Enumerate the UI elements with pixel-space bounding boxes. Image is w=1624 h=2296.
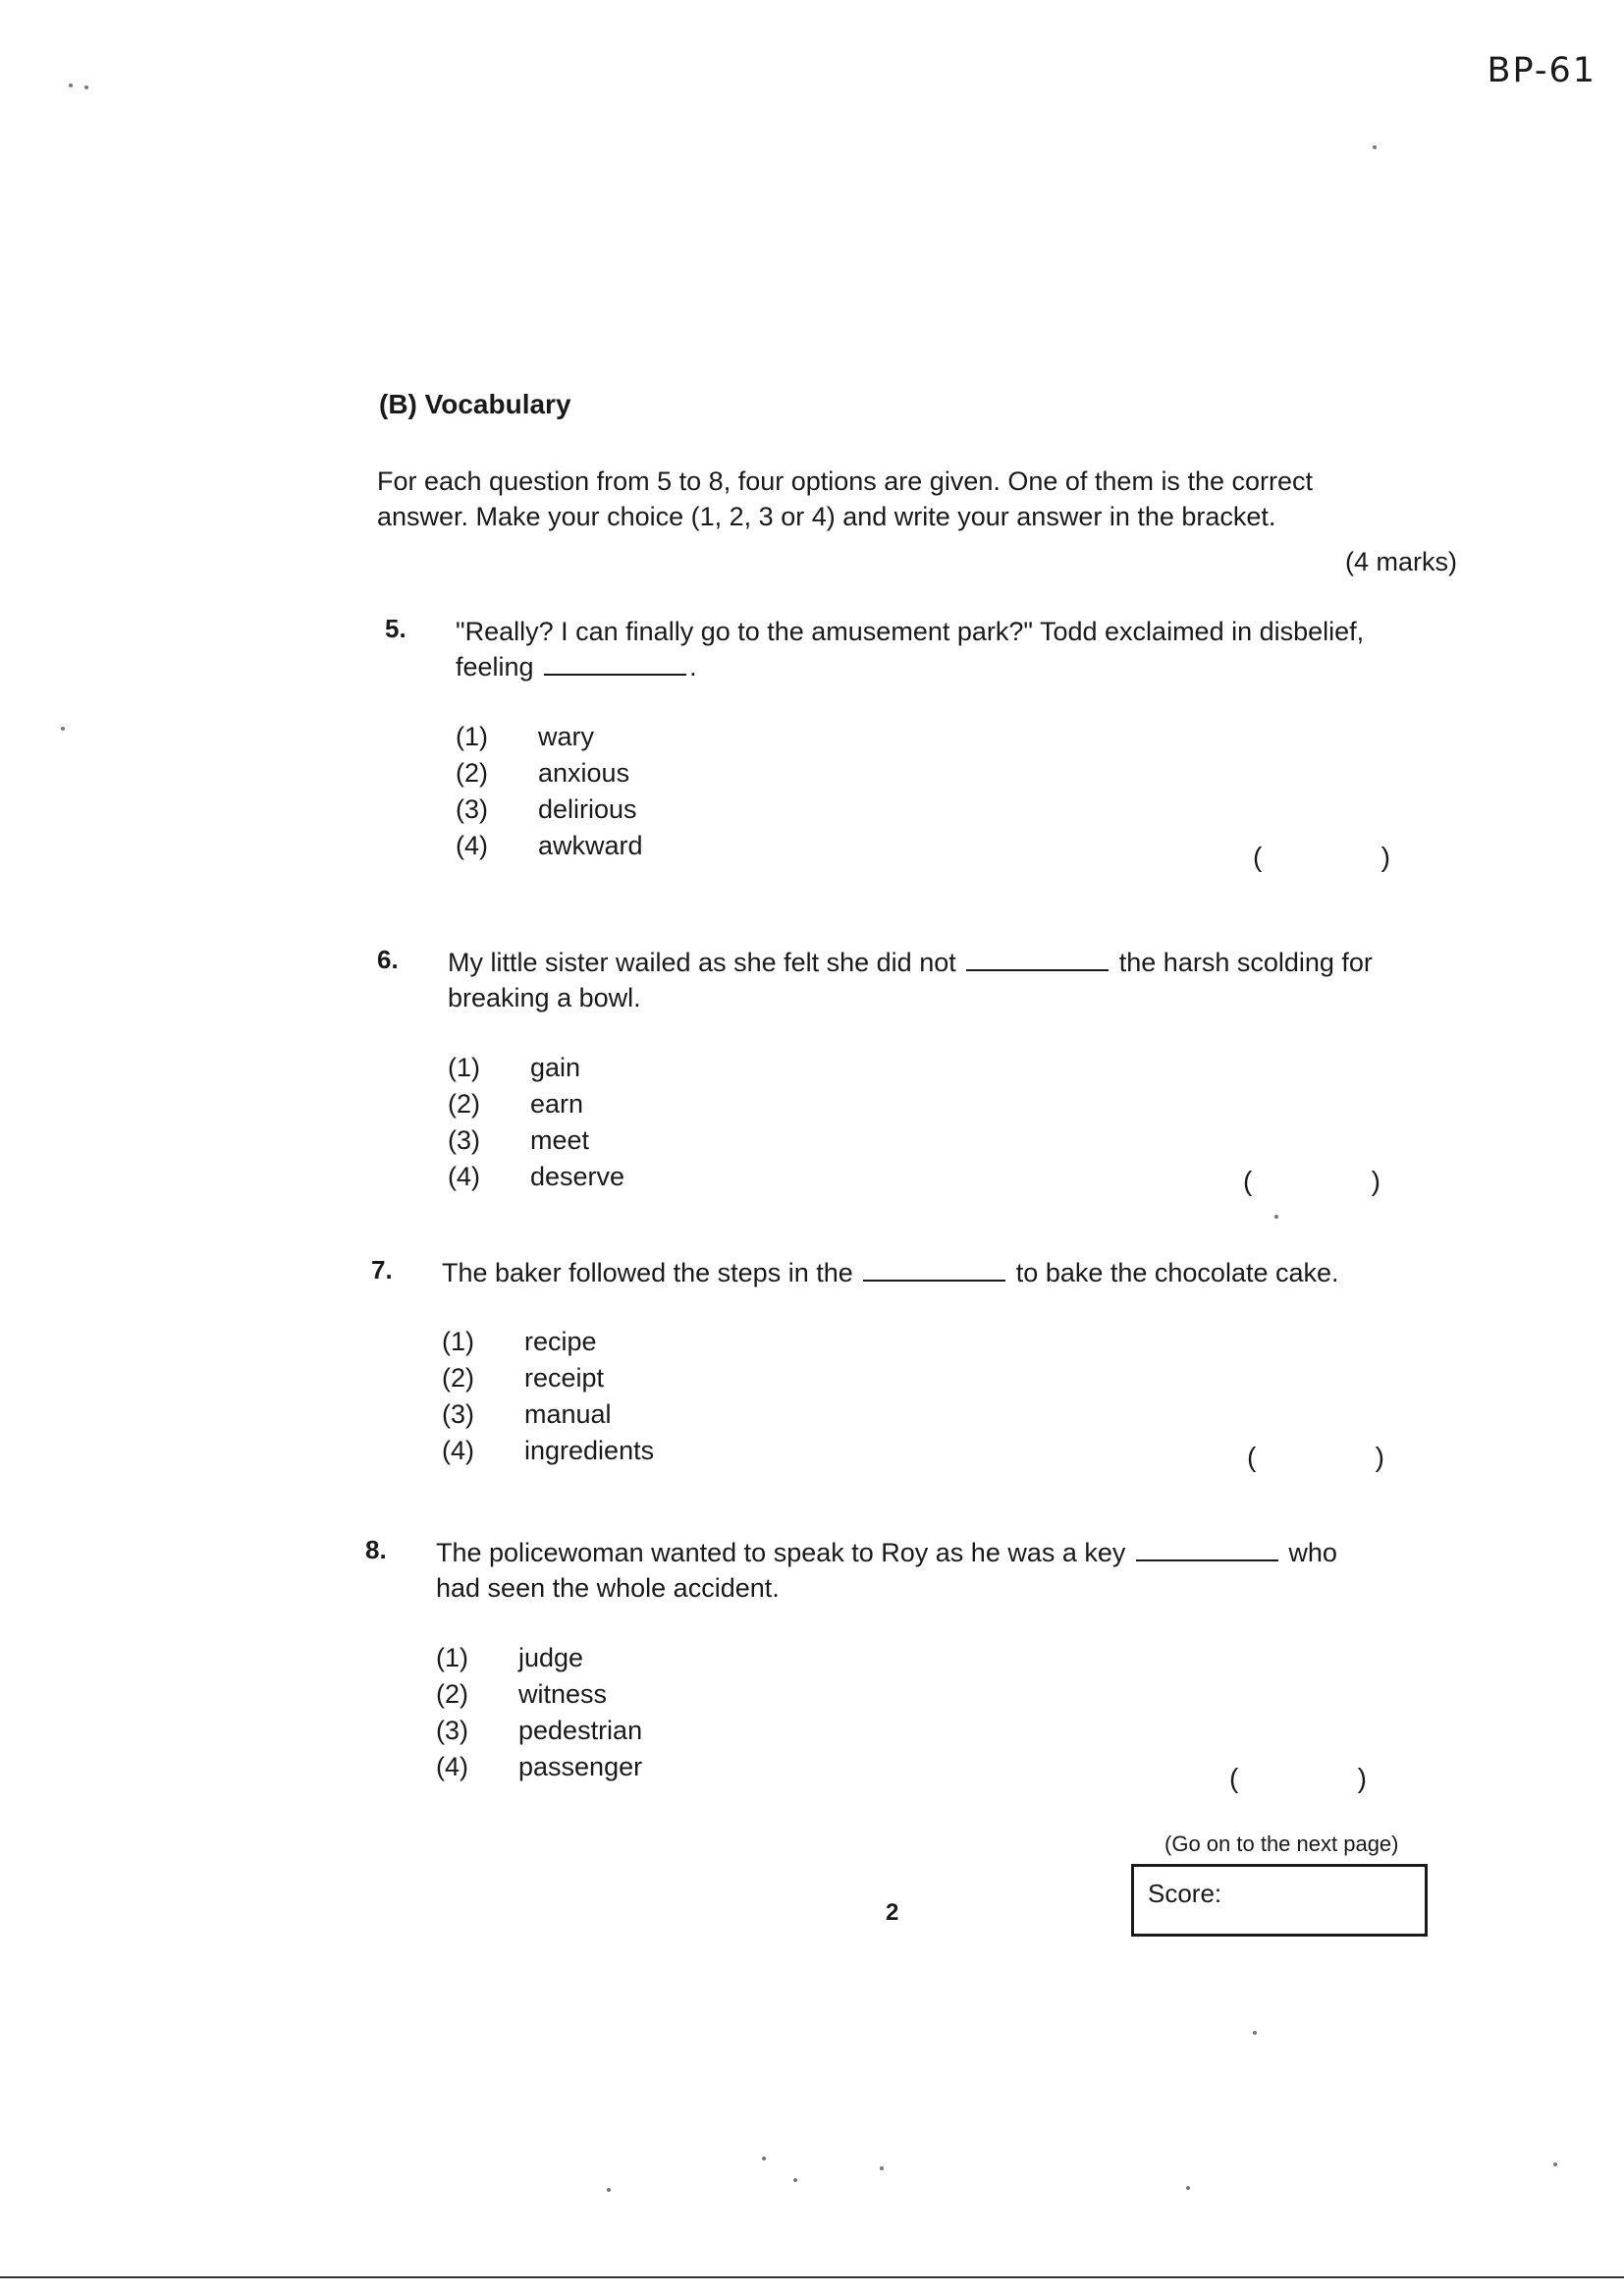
option-number: (4): [436, 1752, 468, 1781]
option-text: receipt: [524, 1363, 605, 1393]
scan-speck: [84, 85, 88, 89]
option-text: wary: [538, 722, 595, 751]
section-title: (B) Vocabulary: [379, 389, 571, 419]
scan-speck: [762, 2157, 766, 2160]
option-number: (3): [448, 1125, 480, 1155]
scan-speck: [880, 2166, 884, 2170]
option-number: (1): [442, 1327, 474, 1356]
bracket-open: (: [1243, 1166, 1253, 1196]
question-stem: The baker followed the steps in the: [442, 1258, 853, 1287]
answer-bracket[interactable]: [1243, 1166, 1380, 1197]
option-list: [442, 1324, 654, 1469]
question-number: 8.: [365, 1535, 387, 1564]
question-text: [442, 1255, 1375, 1290]
bottom-rule: [0, 2276, 1624, 2278]
scan-speck: [1373, 145, 1377, 149]
option-1: [456, 719, 643, 755]
option-3: [448, 1122, 624, 1159]
option-number: (2): [442, 1363, 474, 1393]
option-text: manual: [524, 1399, 612, 1429]
option-text: ingredients: [524, 1436, 655, 1465]
question-stem: My little sister wailed as she felt she did not: [448, 948, 956, 977]
option-2: [456, 755, 643, 792]
option-2: [448, 1086, 624, 1122]
scan-speck: [1253, 2031, 1257, 2035]
option-3: [436, 1713, 642, 1749]
option-4: [436, 1749, 642, 1785]
option-number: (3): [436, 1716, 468, 1745]
answer-blank: [544, 652, 686, 676]
question-number: 5.: [385, 614, 406, 643]
question-stem-end: the harsh scolding for breaking a bowl.: [448, 948, 1373, 1012]
answer-bracket[interactable]: [1247, 1442, 1384, 1473]
scan-speck: [793, 2178, 797, 2182]
scan-speck: [61, 727, 65, 731]
bracket-open: (: [1229, 1763, 1239, 1793]
paper-code: BP-61: [1487, 51, 1597, 90]
go-on-note: (Go on to the next page): [1164, 1831, 1399, 1856]
bracket-close: ): [1357, 1763, 1367, 1793]
option-4: [448, 1159, 624, 1195]
bracket-open: (: [1247, 1442, 1257, 1472]
scan-speck: [69, 83, 73, 87]
option-number: (2): [456, 758, 488, 788]
question-stem-end: .: [689, 652, 697, 682]
question-text: [456, 614, 1388, 684]
answer-blank: [863, 1258, 1005, 1282]
option-1: [442, 1324, 654, 1360]
option-text: deserve: [530, 1162, 625, 1191]
section-marks: (4 marks): [1345, 547, 1457, 576]
option-number: (1): [448, 1053, 480, 1082]
option-text: witness: [518, 1679, 608, 1709]
question-number: 6.: [377, 945, 399, 974]
option-number: (4): [442, 1436, 474, 1465]
option-number: (3): [456, 794, 488, 824]
bracket-close: ): [1371, 1166, 1380, 1196]
option-number: (2): [448, 1089, 480, 1119]
option-list: [436, 1640, 642, 1785]
page-number: 2: [886, 1899, 899, 1926]
option-number: (4): [456, 831, 488, 860]
option-3: [456, 792, 643, 828]
score-label: Score:: [1148, 1879, 1222, 1908]
question-text: [448, 945, 1380, 1015]
option-text: awkward: [538, 831, 643, 860]
question-stem-end: who had seen the whole accident.: [436, 1538, 1337, 1603]
option-4: [442, 1433, 654, 1469]
option-text: meet: [530, 1125, 590, 1155]
option-3: [442, 1396, 654, 1433]
answer-bracket[interactable]: [1229, 1763, 1367, 1794]
option-1: [448, 1050, 624, 1086]
option-text: recipe: [524, 1327, 597, 1356]
option-text: earn: [530, 1089, 584, 1119]
option-number: (2): [436, 1679, 468, 1709]
bracket-open: (: [1253, 842, 1263, 872]
scan-speck: [1274, 1215, 1278, 1219]
option-text: gain: [530, 1053, 581, 1082]
bracket-close: ): [1380, 842, 1390, 872]
question-stem: "Really? I can finally go to the amusement park?" Todd exclaimed in disbelief, feeling: [456, 617, 1365, 682]
question-stem: The policewoman wanted to speak to Roy as he was a key: [436, 1538, 1126, 1567]
option-text: anxious: [538, 758, 630, 788]
option-text: delirious: [538, 794, 637, 824]
question-stem-end: to bake the chocolate cake.: [1015, 1258, 1339, 1287]
answer-bracket[interactable]: [1253, 842, 1390, 873]
option-list: [448, 1050, 624, 1195]
answer-blank: [1136, 1538, 1278, 1561]
option-2: [442, 1360, 654, 1396]
option-4: [456, 828, 643, 864]
question-number: 7.: [371, 1255, 393, 1285]
question-text: [436, 1535, 1369, 1606]
answer-blank: [966, 948, 1109, 971]
scan-speck: [1553, 2162, 1557, 2166]
option-list: [456, 719, 643, 864]
option-2: [436, 1676, 642, 1713]
bracket-close: ): [1375, 1442, 1384, 1472]
option-text: passenger: [518, 1752, 643, 1781]
scan-speck: [607, 2188, 611, 2192]
option-text: judge: [518, 1643, 584, 1672]
option-text: pedestrian: [518, 1716, 643, 1745]
option-number: (1): [436, 1643, 468, 1672]
option-number: (3): [442, 1399, 474, 1429]
scan-speck: [1186, 2186, 1190, 2190]
score-box[interactable]: [1131, 1864, 1428, 1937]
option-number: (4): [448, 1162, 480, 1191]
section-instructions: For each question from 5 to 8, four options are given. One of them is the correct answer. Make your choice (1, 2, 3 or 4) and write your answer in the bracket.: [377, 466, 1313, 531]
option-1: [436, 1640, 642, 1676]
option-number: (1): [456, 722, 488, 751]
